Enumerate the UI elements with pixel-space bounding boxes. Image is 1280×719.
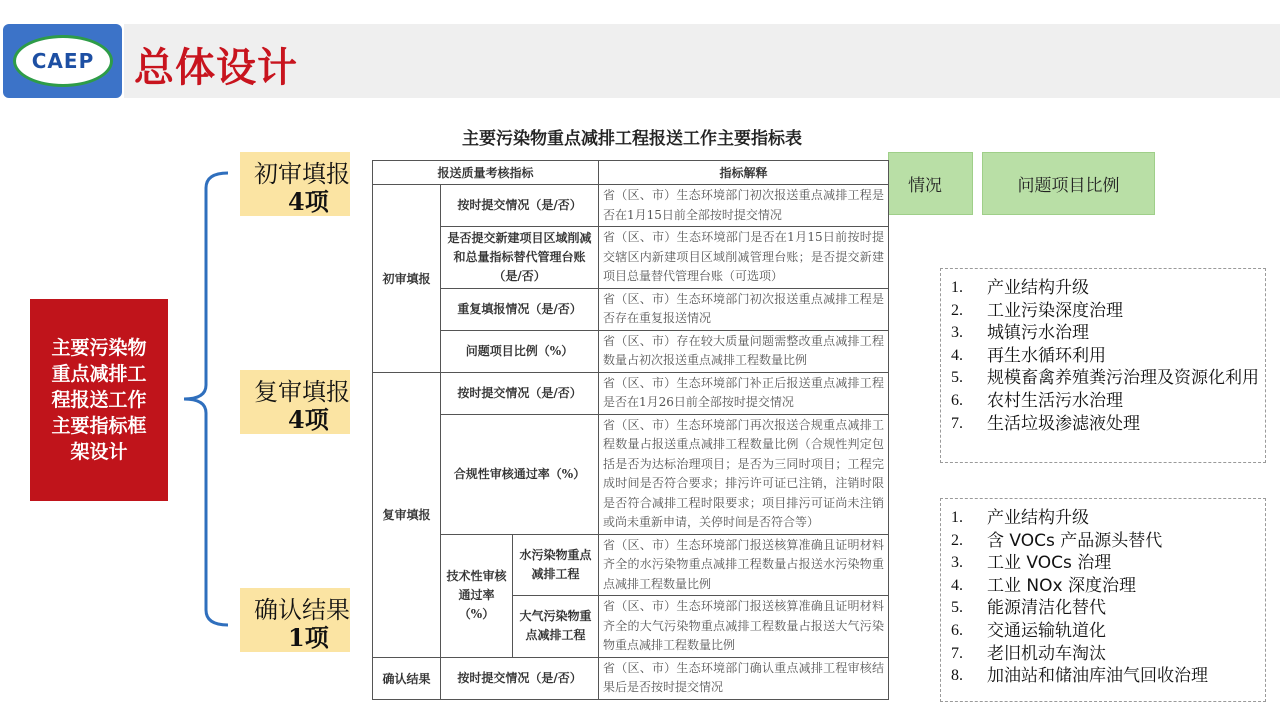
- indicator-cell: 问题项目比例（%）: [441, 330, 599, 372]
- list-item: 1. 产业结构升级: [951, 278, 1089, 298]
- table-row: [373, 657, 889, 699]
- indicator-tag: [888, 152, 973, 215]
- logo-text: CAEP: [31, 49, 95, 73]
- list-item: 3. 城镇污水治理: [951, 323, 1089, 344]
- indicator-tag: [982, 152, 1155, 215]
- stage-box-review: [240, 370, 350, 434]
- list-item: 4. 再生水循环利用: [951, 345, 1106, 366]
- air-measures-list: [940, 498, 1266, 702]
- group-cell: 初审填报: [373, 185, 441, 373]
- table-header-row: [373, 161, 889, 185]
- page-title: 总体设计: [134, 45, 298, 91]
- list-item: 7. 生活垃圾渗滤液处理: [951, 413, 1140, 434]
- explanation-cell: 省（区、市）生态环境部门初次报送重点减排工程是否存在重复报送情况: [599, 288, 889, 330]
- table-row: [373, 414, 889, 534]
- list-item: 7. 老旧机动车淘汰: [951, 643, 1106, 664]
- list-item: 1. 产业结构升级: [951, 508, 1089, 528]
- stage-name: 确认结果: [254, 596, 350, 624]
- framework-label-box: [30, 299, 168, 501]
- stage-count: 4项: [288, 405, 329, 434]
- explanation-cell: 省（区、市）生态环境部门是否在1月15日前按时提交辖区内新建项目区域削减管理台账；是否提交新建项目总量替代管理台账（可选项）: [599, 227, 889, 289]
- indicator-tag-label: 问题项目比例: [1017, 176, 1120, 196]
- table-row: [373, 330, 889, 372]
- group-cell: 复审填报: [373, 372, 441, 657]
- stage-name: 初审填报: [254, 160, 350, 188]
- indicator-cell: 重复填报情况（是/否）: [441, 288, 599, 330]
- explanation-cell: 省（区、市）生态环境部门确认重点减排工程审核结果后是否按时提交情况: [599, 657, 889, 699]
- indicator-cell: 按时提交情况（是/否）: [441, 372, 599, 414]
- indicator-cell: 合规性审核通过率（%）: [441, 414, 599, 534]
- sub-indicator-cell: 大气污染物重点减排工程: [513, 596, 599, 658]
- list-item: 2. 工业污染深度治理: [951, 300, 1123, 321]
- indicator-cell: 按时提交情况（是/否）: [441, 185, 599, 227]
- explanation-cell: 省（区、市）生态环境部门再次报送合规重点减排工程数量占报送重点减排工程数量比例（合规性判定包括是否为达标治理项目；是否为三同时项目；工程完成时间是否符合要求；排污许可证已注销，注销时限是否符合减排工程时限要求；项目排污可证尚未注销或尚未重新申请，关停时间是否符合等）: [599, 414, 889, 534]
- logo-oval: [13, 35, 113, 87]
- explanation-cell: 省（区、市）生态环境部门初次报送重点减排工程是否在1月15日前全部按时提交情况: [599, 185, 889, 227]
- list-item: 6. 农村生活污水治理: [951, 390, 1123, 411]
- list-item: 4. 工业 NOx 深度治理: [951, 575, 1136, 596]
- group-cell: 确认结果: [373, 657, 441, 699]
- stage-box-confirm: [240, 588, 350, 652]
- framework-label: 主要污染物重点减排工程报送工作主要指标框架设计: [51, 337, 147, 463]
- table-row: [373, 372, 889, 414]
- stage-box-initial: [240, 152, 350, 216]
- column-header: 报送质量考核指标: [373, 161, 599, 185]
- table-row: [373, 288, 889, 330]
- water-measures-list: [940, 268, 1266, 463]
- indicator-cell: 技术性审核通过率（%）: [441, 534, 513, 657]
- explanation-cell: 省（区、市）生态环境部门补正后报送重点减排工程是否在1月26日前全部按时提交情况: [599, 372, 889, 414]
- stage-count: 4项: [288, 187, 329, 216]
- explanation-cell: 省（区、市）存在较大质量问题需整改重点减排工程数量占初次报送重点减排工程数量比例: [599, 330, 889, 372]
- table-row: [373, 534, 889, 596]
- caep-logo: [3, 24, 122, 98]
- table-row: [373, 227, 889, 289]
- list-item: 8. 加油站和储油库油气回收治理: [951, 666, 1208, 687]
- table-row: [373, 185, 889, 227]
- explanation-cell: 省（区、市）生态环境部门报送核算准确且证明材料齐全的大气污染物重点减排工程数量占报送大气污染物重点减排工程数量比例: [599, 596, 889, 658]
- indicator-cell: 按时提交情况（是/否）: [441, 657, 599, 699]
- list-item: 5. 规模畜禽养殖粪污治理及资源化利用: [951, 368, 1259, 389]
- stage-count: 1项: [288, 623, 329, 652]
- table-title: 主要污染物重点减排工程报送工作主要指标表: [462, 129, 802, 149]
- list-item: 3. 工业 VOCs 治理: [951, 553, 1112, 574]
- curly-bracket-icon: [180, 170, 230, 630]
- indicator-tag-label: 情况: [908, 176, 942, 196]
- indicator-table: [372, 160, 888, 698]
- stage-name: 复审填报: [254, 378, 350, 406]
- sub-indicator-cell: 水污染物重点减排工程: [513, 534, 599, 596]
- list-item: 6. 交通运输轨道化: [951, 620, 1106, 641]
- list-item: 5. 能源清洁化替代: [951, 598, 1106, 619]
- explanation-cell: 省（区、市）生态环境部门报送核算准确且证明材料齐全的水污染物重点减排工程数量占报送水污染物重点减排工程数量比例: [599, 534, 889, 596]
- indicator-cell: 是否提交新建项目区域削减和总量指标替代管理台账（是/否）: [441, 227, 599, 289]
- list-item: 2. 含 VOCs 产品源头替代: [951, 530, 1163, 551]
- column-header: 指标解释: [599, 161, 889, 185]
